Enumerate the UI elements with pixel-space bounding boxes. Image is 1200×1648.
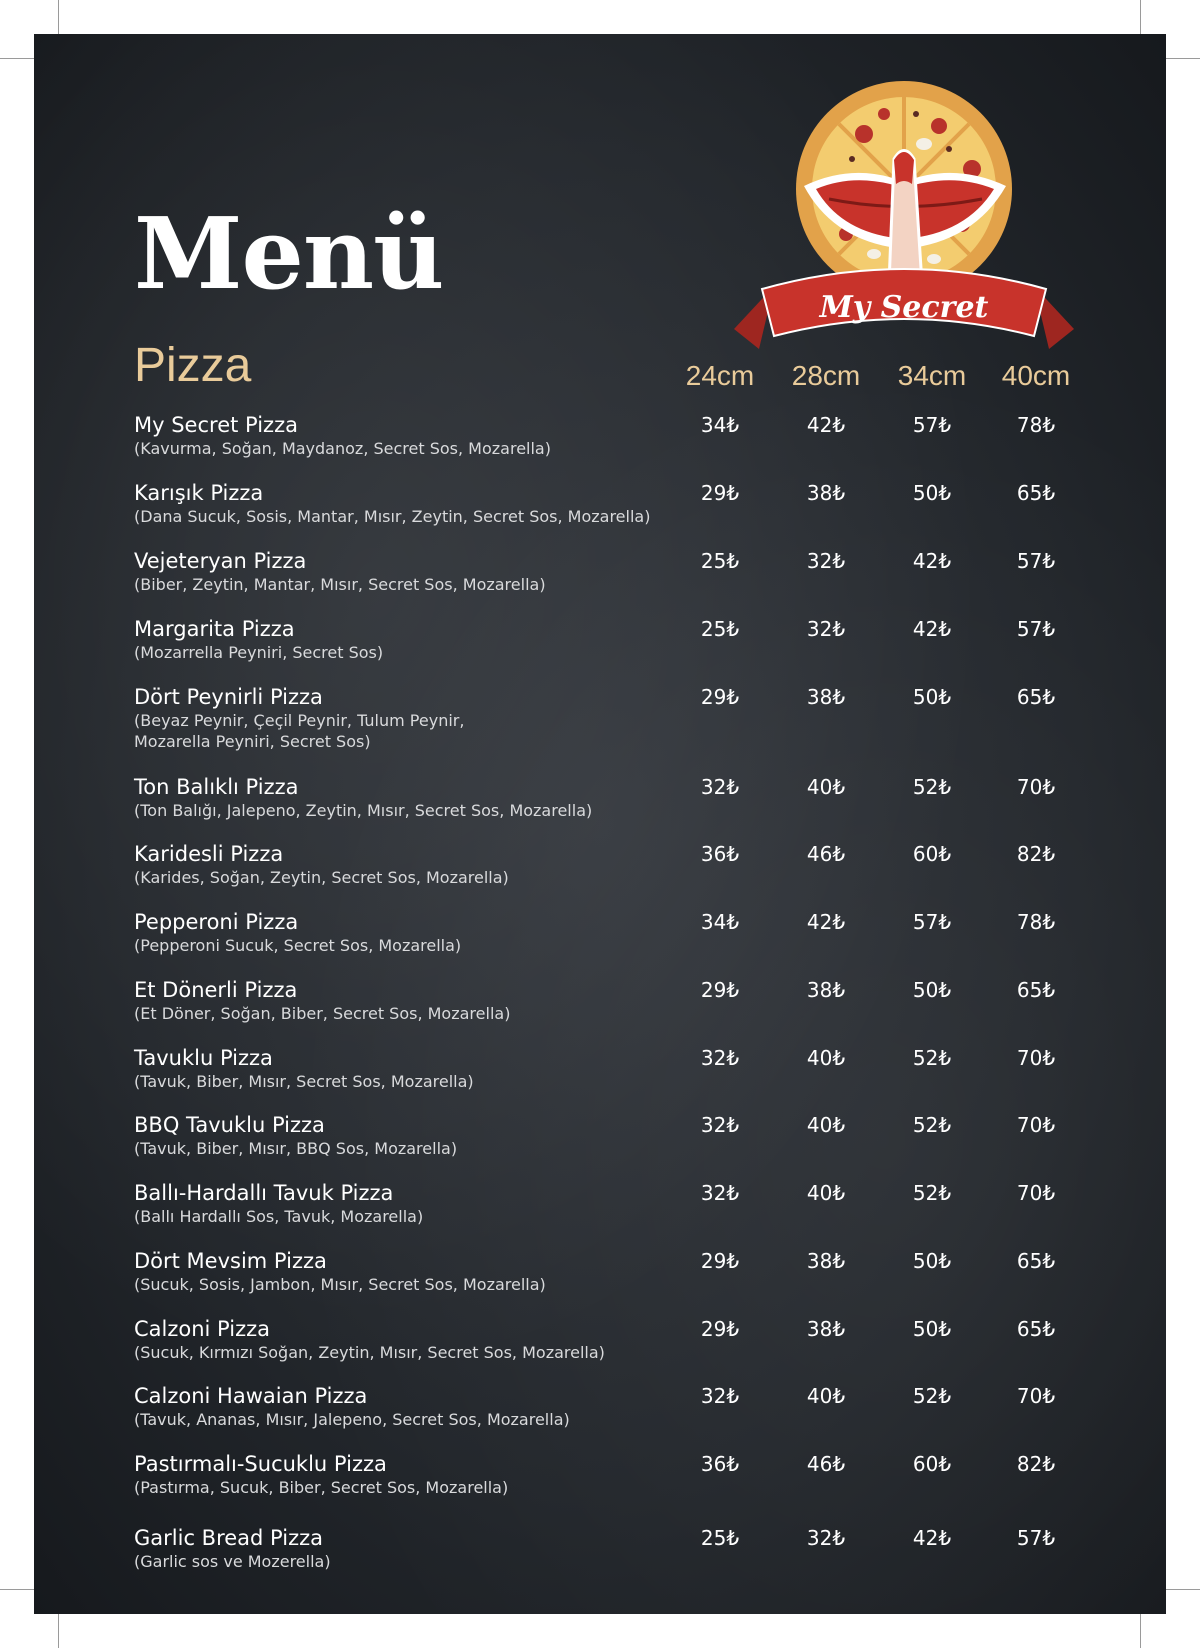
price-24cm: 32₺	[700, 775, 740, 799]
menu-item-name: Karışık Pizza	[134, 481, 264, 505]
price-24cm: 25₺	[700, 617, 740, 641]
size-header: 34cm	[897, 360, 967, 391]
price-40cm: 57₺	[1016, 617, 1056, 641]
price-28cm: 32₺	[806, 1526, 846, 1550]
menu-item-description: (Beyaz Peynir, Çeçil Peynir, Tulum Peynir, Mozarella Peyniri, Secret Sos)	[134, 711, 465, 751]
price-40cm: 65₺	[1016, 978, 1056, 1002]
page-title: Menü	[134, 197, 444, 312]
price-40cm: 70₺	[1016, 775, 1056, 799]
price-24cm: 36₺	[700, 1452, 740, 1476]
menu-item-name: Garlic Bread Pizza	[134, 1526, 323, 1550]
price-28cm: 32₺	[806, 617, 846, 641]
price-24cm: 32₺	[700, 1384, 740, 1408]
menu-item-description: (Sucuk, Sosis, Jambon, Mısır, Secret Sos, Mozarella)	[134, 1275, 546, 1294]
size-header: 28cm	[791, 360, 861, 391]
price-28cm: 38₺	[806, 1317, 846, 1341]
price-28cm: 38₺	[806, 481, 846, 505]
menu-item-name: Pastırmalı-Sucuklu Pizza	[134, 1452, 387, 1476]
menu-item-name: Margarita Pizza	[134, 617, 295, 641]
price-40cm: 65₺	[1016, 685, 1056, 709]
price-28cm: 40₺	[806, 775, 846, 799]
menu-item-name: Vejeteryan Pizza	[134, 549, 307, 573]
menu-item-description: (Pastırma, Sucuk, Biber, Secret Sos, Mozarella)	[134, 1478, 509, 1497]
price-40cm: 65₺	[1016, 1317, 1056, 1341]
menu-item-name: Dört Mevsim Pizza	[134, 1249, 327, 1273]
price-34cm: 50₺	[912, 978, 952, 1002]
price-24cm: 29₺	[700, 685, 740, 709]
price-40cm: 78₺	[1016, 413, 1056, 437]
price-34cm: 50₺	[912, 1317, 952, 1341]
menu-item-name: BBQ Tavuklu Pizza	[134, 1113, 325, 1137]
price-34cm: 50₺	[912, 1249, 952, 1273]
price-34cm: 52₺	[912, 1046, 952, 1070]
logo	[734, 74, 1074, 364]
logo-text: My Secret	[819, 290, 989, 325]
price-28cm: 42₺	[806, 910, 846, 934]
menu-item-name: My Secret Pizza	[134, 413, 298, 437]
menu-item-name: Calzoni Pizza	[134, 1317, 271, 1341]
price-40cm: 78₺	[1016, 910, 1056, 934]
menu-item-name: Tavuklu Pizza	[134, 1046, 273, 1070]
price-24cm: 34₺	[700, 413, 740, 437]
menu-item-name: Calzoni Hawaian Pizza	[134, 1384, 368, 1408]
menu-item-description: (Tavuk, Biber, Mısır, Secret Sos, Mozarella)	[134, 1072, 474, 1091]
menu-item-name: Ballı-Hardallı Tavuk Pizza	[134, 1181, 394, 1205]
menu-item-description: (Mozarrella Peyniri, Secret Sos)	[134, 643, 384, 662]
menu-item-description: (Et Döner, Soğan, Biber, Secret Sos, Mozarella)	[134, 1004, 511, 1023]
menu-item-name: Pepperoni Pizza	[134, 910, 299, 934]
price-40cm: 82₺	[1016, 842, 1056, 866]
price-34cm: 60₺	[912, 1452, 952, 1476]
price-34cm: 52₺	[912, 1384, 952, 1408]
menu-item-description: (Ton Balığı, Jalepeno, Zeytin, Mısır, Secret Sos, Mozarella)	[134, 801, 593, 820]
size-header: 40cm	[1001, 360, 1071, 391]
price-24cm: 34₺	[700, 910, 740, 934]
price-40cm: 65₺	[1016, 481, 1056, 505]
price-28cm: 42₺	[806, 413, 846, 437]
menu-item-description: (Tavuk, Ananas, Mısır, Jalepeno, Secret Sos, Mozarella)	[134, 1410, 570, 1429]
price-24cm: 32₺	[700, 1181, 740, 1205]
price-34cm: 52₺	[912, 1113, 952, 1137]
price-28cm: 40₺	[806, 1113, 846, 1137]
price-34cm: 57₺	[912, 910, 952, 934]
price-34cm: 50₺	[912, 481, 952, 505]
price-34cm: 50₺	[912, 685, 952, 709]
menu-board	[34, 34, 1166, 1614]
size-header: 24cm	[685, 360, 755, 391]
menu-item-description: (Pepperoni Sucuk, Secret Sos, Mozarella)	[134, 936, 462, 955]
price-34cm: 57₺	[912, 413, 952, 437]
price-40cm: 82₺	[1016, 1452, 1056, 1476]
price-40cm: 70₺	[1016, 1046, 1056, 1070]
price-28cm: 40₺	[806, 1181, 846, 1205]
price-40cm: 70₺	[1016, 1181, 1056, 1205]
menu-item-name: Karidesli Pizza	[134, 842, 284, 866]
price-40cm: 57₺	[1016, 1526, 1056, 1550]
price-34cm: 42₺	[912, 617, 952, 641]
price-40cm: 65₺	[1016, 1249, 1056, 1273]
price-28cm: 46₺	[806, 842, 846, 866]
price-24cm: 29₺	[700, 978, 740, 1002]
price-34cm: 42₺	[912, 549, 952, 573]
price-24cm: 29₺	[700, 481, 740, 505]
menu-item-name: Dört Peynirli Pizza	[134, 685, 323, 709]
price-28cm: 38₺	[806, 685, 846, 709]
price-24cm: 25₺	[700, 1526, 740, 1550]
price-28cm: 38₺	[806, 978, 846, 1002]
price-34cm: 42₺	[912, 1526, 952, 1550]
price-24cm: 36₺	[700, 842, 740, 866]
price-40cm: 70₺	[1016, 1384, 1056, 1408]
price-28cm: 46₺	[806, 1452, 846, 1476]
price-24cm: 32₺	[700, 1046, 740, 1070]
price-34cm: 52₺	[912, 775, 952, 799]
price-40cm: 57₺	[1016, 549, 1056, 573]
menu-item-description: (Ballı Hardallı Sos, Tavuk, Mozarella)	[134, 1207, 424, 1226]
price-28cm: 38₺	[806, 1249, 846, 1273]
section-title: Pizza	[134, 339, 252, 392]
menu-item-name: Ton Balıklı Pizza	[134, 775, 299, 799]
price-28cm: 32₺	[806, 549, 846, 573]
menu-item-description: (Karides, Soğan, Zeytin, Secret Sos, Mozarella)	[134, 868, 509, 887]
price-24cm: 25₺	[700, 549, 740, 573]
menu-item-name: Et Dönerli Pizza	[134, 978, 298, 1002]
price-28cm: 40₺	[806, 1046, 846, 1070]
menu-item-description: (Dana Sucuk, Sosis, Mantar, Mısır, Zeytin, Secret Sos, Mozarella)	[134, 507, 651, 526]
price-24cm: 29₺	[700, 1317, 740, 1341]
price-34cm: 52₺	[912, 1181, 952, 1205]
price-24cm: 29₺	[700, 1249, 740, 1273]
price-40cm: 70₺	[1016, 1113, 1056, 1137]
menu-item-description: (Garlic sos ve Mozerella)	[134, 1552, 331, 1571]
menu-item-description: (Sucuk, Kırmızı Soğan, Zeytin, Mısır, Secret Sos, Mozarella)	[134, 1343, 605, 1362]
price-34cm: 60₺	[912, 842, 952, 866]
price-28cm: 40₺	[806, 1384, 846, 1408]
menu-item-description: (Biber, Zeytin, Mantar, Mısır, Secret Sos, Mozarella)	[134, 575, 546, 594]
menu-item-description: (Tavuk, Biber, Mısır, BBQ Sos, Mozarella)	[134, 1139, 458, 1158]
menu-item-description: (Kavurma, Soğan, Maydanoz, Secret Sos, Mozarella)	[134, 439, 551, 458]
price-24cm: 32₺	[700, 1113, 740, 1137]
